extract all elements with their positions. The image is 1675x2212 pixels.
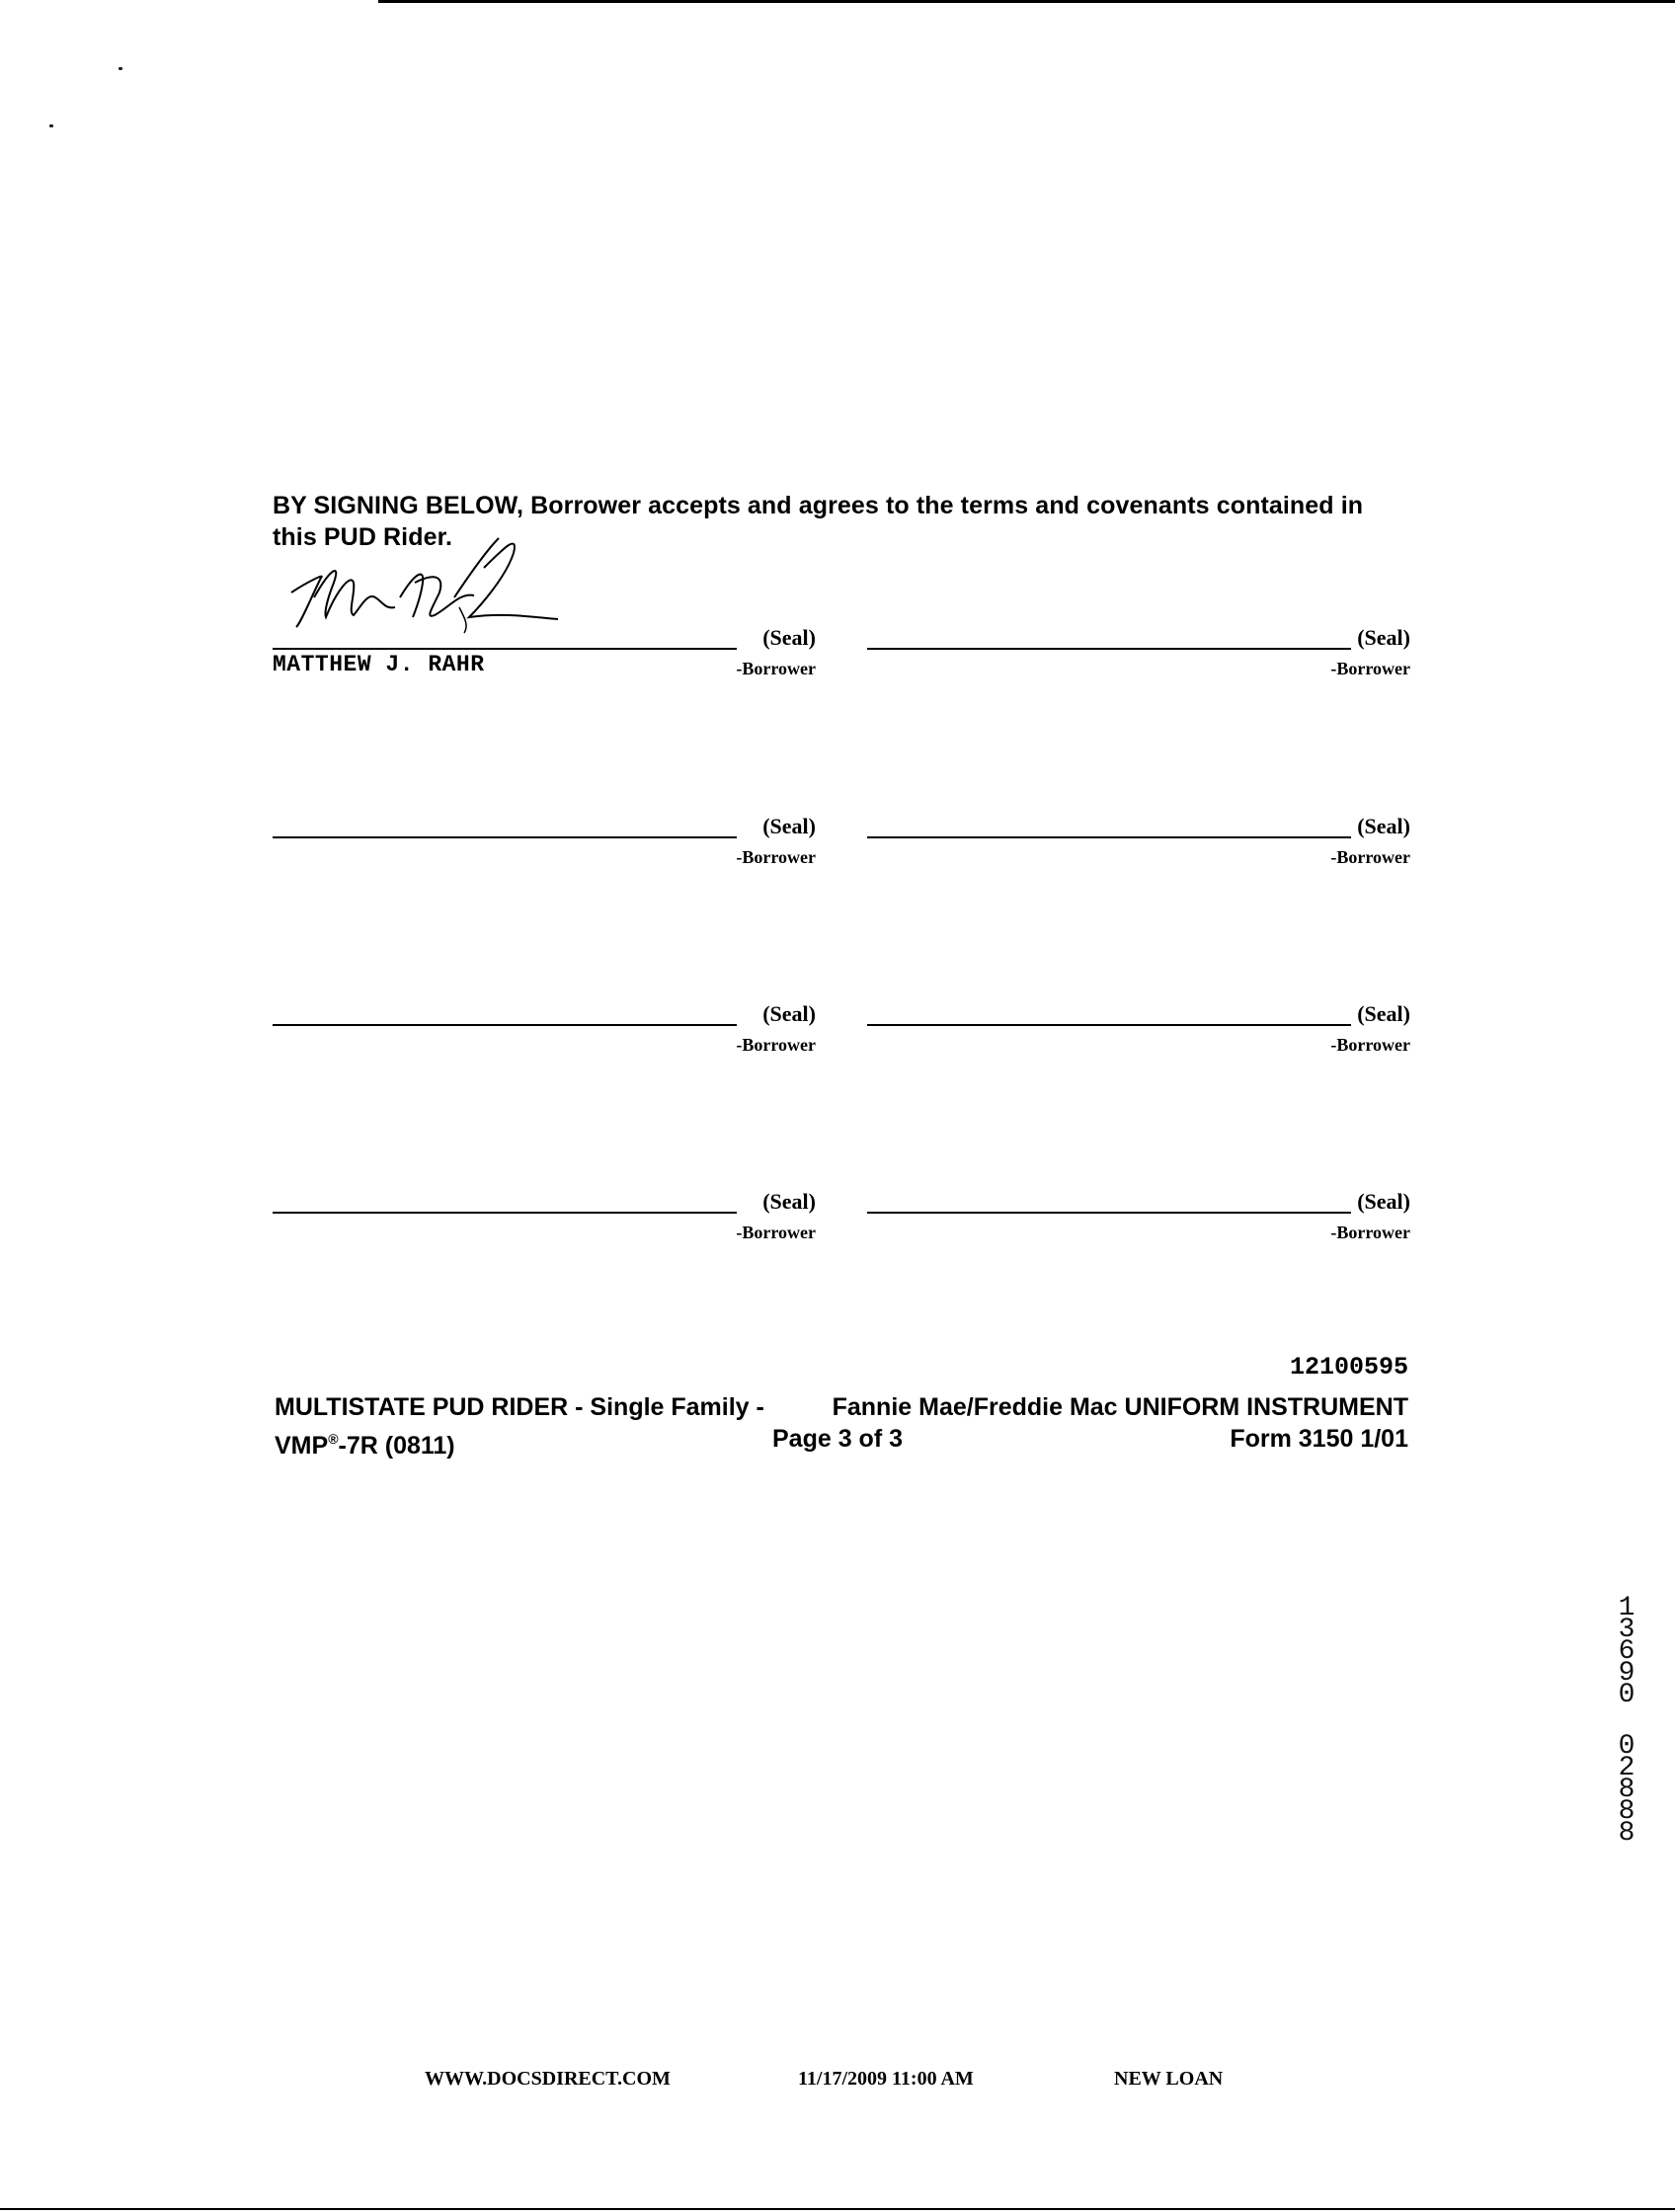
borrower-signature-block — [867, 996, 1410, 1056]
loan-number: 12100595 — [1289, 1353, 1408, 1382]
scan-speck — [49, 124, 53, 127]
borrower-signature-block — [273, 1184, 816, 1243]
borrower-label: -Borrower — [736, 847, 816, 867]
signature-line — [867, 836, 1351, 838]
signature-line — [867, 1212, 1351, 1214]
seal-label: (Seal) — [1357, 625, 1410, 650]
print-footer-status: NEW LOAN — [1114, 2068, 1224, 2090]
signature-line — [273, 1212, 737, 1214]
form-number: Form 3150 1/01 — [1230, 1425, 1408, 1453]
borrower-signature-block — [867, 1184, 1410, 1243]
signature-line — [273, 1024, 737, 1026]
borrower-label: -Borrower — [736, 1035, 816, 1055]
borrower-signature-block — [867, 809, 1410, 868]
instrument-title: Fannie Mae/Freddie Mac UNIFORM INSTRUMENT — [832, 1393, 1408, 1421]
vmp-code: VMP®-7R (0811) — [275, 1431, 455, 1460]
seal-label: (Seal) — [762, 625, 816, 650]
recording-stamp: 1 3 6 9 0 0 2 8 8 8 — [1618, 1593, 1635, 1849]
seal-label: (Seal) — [1357, 1001, 1410, 1026]
seal-label: (Seal) — [762, 1001, 816, 1026]
print-footer-timestamp: 11/17/2009 11:00 AM — [798, 2068, 974, 2090]
borrower-label: -Borrower — [1330, 1035, 1410, 1055]
signature-line — [867, 648, 1351, 650]
scan-edge-top — [378, 0, 1675, 3]
scan-speck — [119, 67, 122, 70]
scan-edge-bottom — [0, 2208, 1675, 2210]
form-code-row — [275, 1424, 1408, 1461]
borrower-label: -Borrower — [736, 659, 816, 678]
statement-body: Borrower accepts and agrees to the terms and covenants contained in this PUD Rider. — [273, 492, 1364, 551]
statement-lead: BY SIGNING BELOW, — [273, 492, 524, 519]
borrower-signature-block — [273, 809, 816, 868]
form-title-row — [275, 1392, 1408, 1422]
seal-label: (Seal) — [762, 814, 816, 838]
signature-line — [867, 1024, 1351, 1026]
signature-line — [273, 836, 737, 838]
borrower-signature-block — [273, 996, 816, 1056]
signature-line — [273, 648, 737, 650]
seal-label: (Seal) — [1357, 814, 1410, 838]
borrower-label: -Borrower — [1330, 847, 1410, 867]
form-title: MULTISTATE PUD RIDER - Single Family - — [275, 1393, 764, 1421]
seal-label: (Seal) — [1357, 1189, 1410, 1214]
borrower-signature-block — [867, 620, 1410, 679]
borrower-label: -Borrower — [1330, 1223, 1410, 1242]
signer-name: MATTHEW J. RAHR — [273, 652, 485, 677]
borrower-label: -Borrower — [1330, 659, 1410, 678]
seal-label: (Seal) — [762, 1189, 816, 1214]
borrower-label: -Borrower — [736, 1223, 816, 1242]
print-footer-website: WWW.DOCSDIRECT.COM — [425, 2068, 671, 2090]
page-number: Page 3 of 3 — [772, 1425, 903, 1453]
